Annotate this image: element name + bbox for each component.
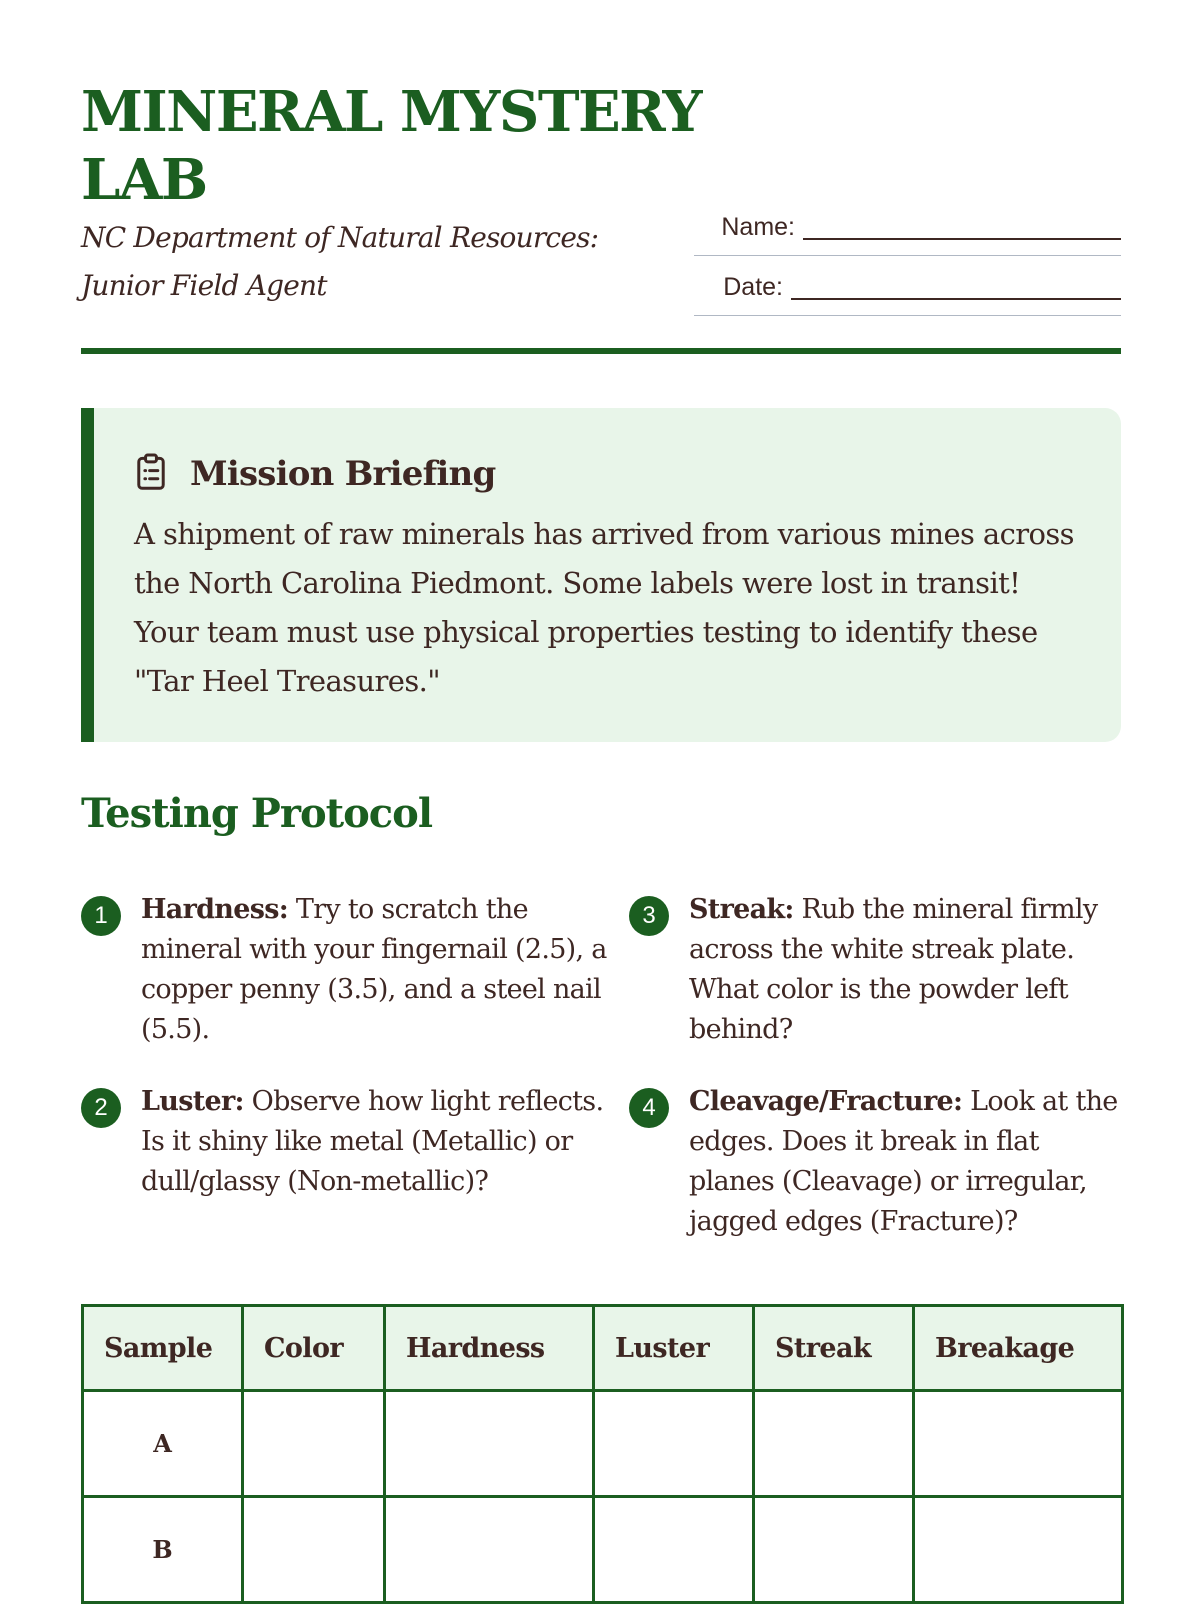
briefing-title: Mission Briefing xyxy=(190,454,496,494)
table-row xyxy=(83,1497,1123,1603)
briefing-text: A shipment of raw minerals has arrived from various mines across the North Carolina Piedmont. Some labels were lost in transit! Your team must use physical properties testing to identify these "Tar Heel Treasures." xyxy=(134,517,1074,698)
header xyxy=(81,0,1121,360)
step-hardness xyxy=(81,890,629,1050)
section-title-testing-protocol: Testing Protocol xyxy=(81,790,433,837)
hardness-cell[interactable] xyxy=(385,1497,594,1603)
column-header-streak: Streak xyxy=(754,1306,914,1391)
step-streak xyxy=(629,890,1121,1050)
sample-id-cell: B xyxy=(83,1497,243,1603)
date-blank[interactable] xyxy=(791,276,1121,300)
step-text: Cleavage/Fracture: Look at the edges. Does it break in flat planes (Cleavage) or irregular, jagged edges (Fracture)? xyxy=(689,1086,1118,1237)
column-header-breakage: Breakage xyxy=(914,1306,1123,1391)
step-luster xyxy=(81,1082,629,1242)
luster-cell[interactable] xyxy=(594,1391,754,1497)
column-header-color: Color xyxy=(243,1306,385,1391)
step-cleavage-fracture xyxy=(629,1082,1121,1242)
name-label: Name: xyxy=(721,213,795,241)
name-field[interactable] xyxy=(694,196,1121,256)
step-number-badge: 4 xyxy=(629,1088,669,1128)
student-info-fields xyxy=(694,196,1121,316)
step-label: Streak: xyxy=(689,894,794,925)
streak-cell[interactable] xyxy=(754,1391,914,1497)
date-field[interactable] xyxy=(694,256,1121,316)
protocol-steps xyxy=(81,890,1121,1242)
page-title: MINERAL MYSTERY LAB xyxy=(81,79,701,213)
step-number-badge: 1 xyxy=(81,896,121,936)
step-label: Luster: xyxy=(141,1086,244,1117)
step-text: Luster: Observe how light reflects. Is it shiny like metal (Metallic) or dull/glassy (Non-metallic)? xyxy=(141,1086,604,1197)
date-label: Date: xyxy=(723,273,783,301)
table-row xyxy=(83,1391,1123,1497)
mission-briefing-panel xyxy=(81,408,1121,742)
breakage-cell[interactable] xyxy=(914,1391,1123,1497)
luster-cell[interactable] xyxy=(594,1497,754,1603)
step-number-badge: 2 xyxy=(81,1088,121,1128)
header-divider xyxy=(81,348,1121,354)
sample-id-cell: A xyxy=(83,1391,243,1497)
breakage-cell[interactable] xyxy=(914,1497,1123,1603)
step-label: Cleavage/Fracture: xyxy=(689,1086,963,1117)
column-header-hardness: Hardness xyxy=(385,1306,594,1391)
worksheet-page xyxy=(81,0,1121,1564)
step-number-badge: 3 xyxy=(629,896,669,936)
name-blank[interactable] xyxy=(803,216,1121,240)
column-header-luster: Luster xyxy=(594,1306,754,1391)
step-label: Hardness: xyxy=(141,894,288,925)
step-text: Streak: Rub the mineral firmly across the white streak plate. What color is the powder left behind? xyxy=(689,894,1098,1045)
color-cell[interactable] xyxy=(243,1391,385,1497)
color-cell[interactable] xyxy=(243,1497,385,1603)
table-header-row xyxy=(83,1306,1123,1391)
briefing-header xyxy=(134,446,1081,502)
clipboard-list-icon xyxy=(134,453,168,495)
observation-table xyxy=(81,1304,1124,1604)
page-subtitle: NC Department of Natural Resources: Junior Field Agent xyxy=(81,221,599,302)
step-text: Hardness: Try to scratch the mineral with your fingernail (2.5), a copper penny (3.5), and a steel nail (5.5). xyxy=(141,894,607,1045)
hardness-cell[interactable] xyxy=(385,1391,594,1497)
streak-cell[interactable] xyxy=(754,1497,914,1603)
column-header-sample: Sample xyxy=(83,1306,243,1391)
